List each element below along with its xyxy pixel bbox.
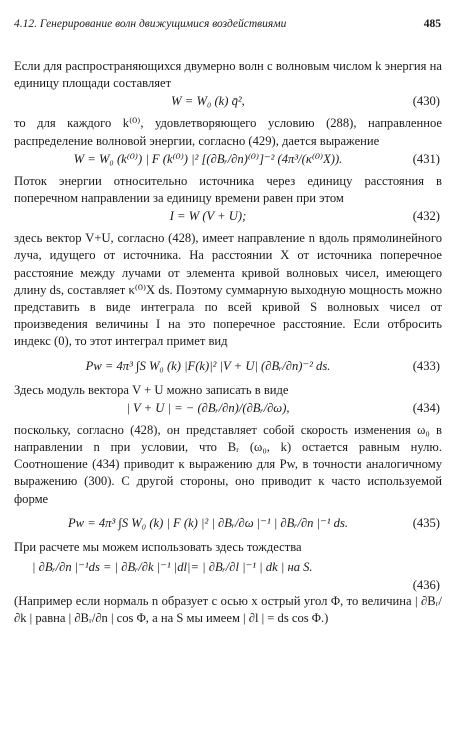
equation-formula: Pw = 4π³ ∫S W₀ (k) |F(k)|² |V + U| (∂Bᵣ/∂n)⁻² ds.	[85, 358, 331, 373]
equation-formula: Pw = 4π³ ∫S W₀ (k) | F (k) |² | ∂Bᵣ/∂ω |⁻¹ | ∂Bᵣ/∂n |⁻¹ ds.	[67, 515, 348, 530]
paragraph: Здесь модуль вектора V + U можно записать в виде	[14, 382, 289, 397]
running-header	[14, 18, 441, 38]
paragraph: здесь вектор V+U, согласно (428), имеет направление n вдоль прямолинейного луча, идущего от источника. На расстоянии X от источника поперечное расстояние между лучами от элемента кривой волновых чисел, имеющего длину ds, составляет κ⁽⁰⁾X ds. Поэтому суммарную выходную мощность можно представить в виде интеграла по всей кривой S волновых чисел от произведения величины I на это поперечное расстояние. Если отбросить индекс (0), то этот интеграл примет вид	[14, 231, 442, 349]
equation-number: (436)	[412, 578, 440, 593]
equation-number: (432)	[412, 209, 440, 224]
equation-number: (433)	[412, 358, 440, 373]
equation-number: (431)	[412, 151, 440, 166]
equation-formula: | ∂Bᵣ/∂n |⁻¹ds = | ∂Bᵣ/∂k |⁻¹ |dl|= | ∂Bᵣ/∂l |⁻¹ | dk | на S.	[32, 560, 313, 575]
paragraph: Если для распространяющихся двумерно волн с волновым числом k энергия на единицу площади составляет	[14, 59, 442, 91]
page-number: 485	[423, 18, 441, 30]
section-title: 4.12. Генерирование волн движущимися воздействиями	[14, 18, 287, 30]
paragraph: (Например если нормаль n образует с осью x острый угол Φ, то величина | ∂Bᵣ/∂k | равна | ∂Bᵣ/∂n | cos Φ, а на S мы имеем | ∂l | = ds cos Φ.)	[14, 594, 442, 626]
equation	[14, 93, 442, 115]
equation	[14, 400, 442, 422]
equation	[14, 509, 442, 539]
equation-number: (435)	[412, 515, 440, 530]
equation	[14, 352, 442, 382]
body-text	[14, 58, 442, 628]
equation-formula: W = W₀ (k) q̄²,	[171, 94, 245, 109]
equation-formula: W = W₀ (k⁽⁰⁾) | F (k⁽⁰⁾) |² [(∂Bᵣ/∂n)⁽⁰⁾]⁻² (4π³/(κ⁽⁰⁾X)).	[73, 151, 343, 166]
equation	[14, 557, 442, 593]
equation-number: (434)	[412, 400, 440, 415]
equation-formula: | V + U | = − (∂Bᵣ/∂n)/(∂Bᵣ/∂ω),	[126, 400, 290, 415]
paragraph: то для каждого k⁽⁰⁾, удовлетворяющего условию (288), направленное распределение волновой энергии, согласно (429), дается выражение	[14, 116, 442, 148]
equation-formula: I = W (V + U);	[169, 209, 247, 224]
equation-number: (430)	[412, 94, 440, 109]
equation	[14, 208, 442, 230]
paragraph: При расчете мы можем использовать здесь тождества	[14, 539, 302, 554]
paragraph: поскольку, согласно (428), он представляет собой скорость изменения ω₀ в направлении n при условии, что Bᵣ (ω₀, k) остается равным нулю. Соотношение (434) приводит к выражению для Pw, в точности аналогичному выражению (300). С другой стороны, оно приводит к часто используемой форме	[14, 422, 442, 506]
equation	[14, 151, 442, 173]
paragraph: Поток энергии относительно источника через единицу расстояния в поперечном направлении за единицу времени равен при этом	[14, 173, 442, 206]
